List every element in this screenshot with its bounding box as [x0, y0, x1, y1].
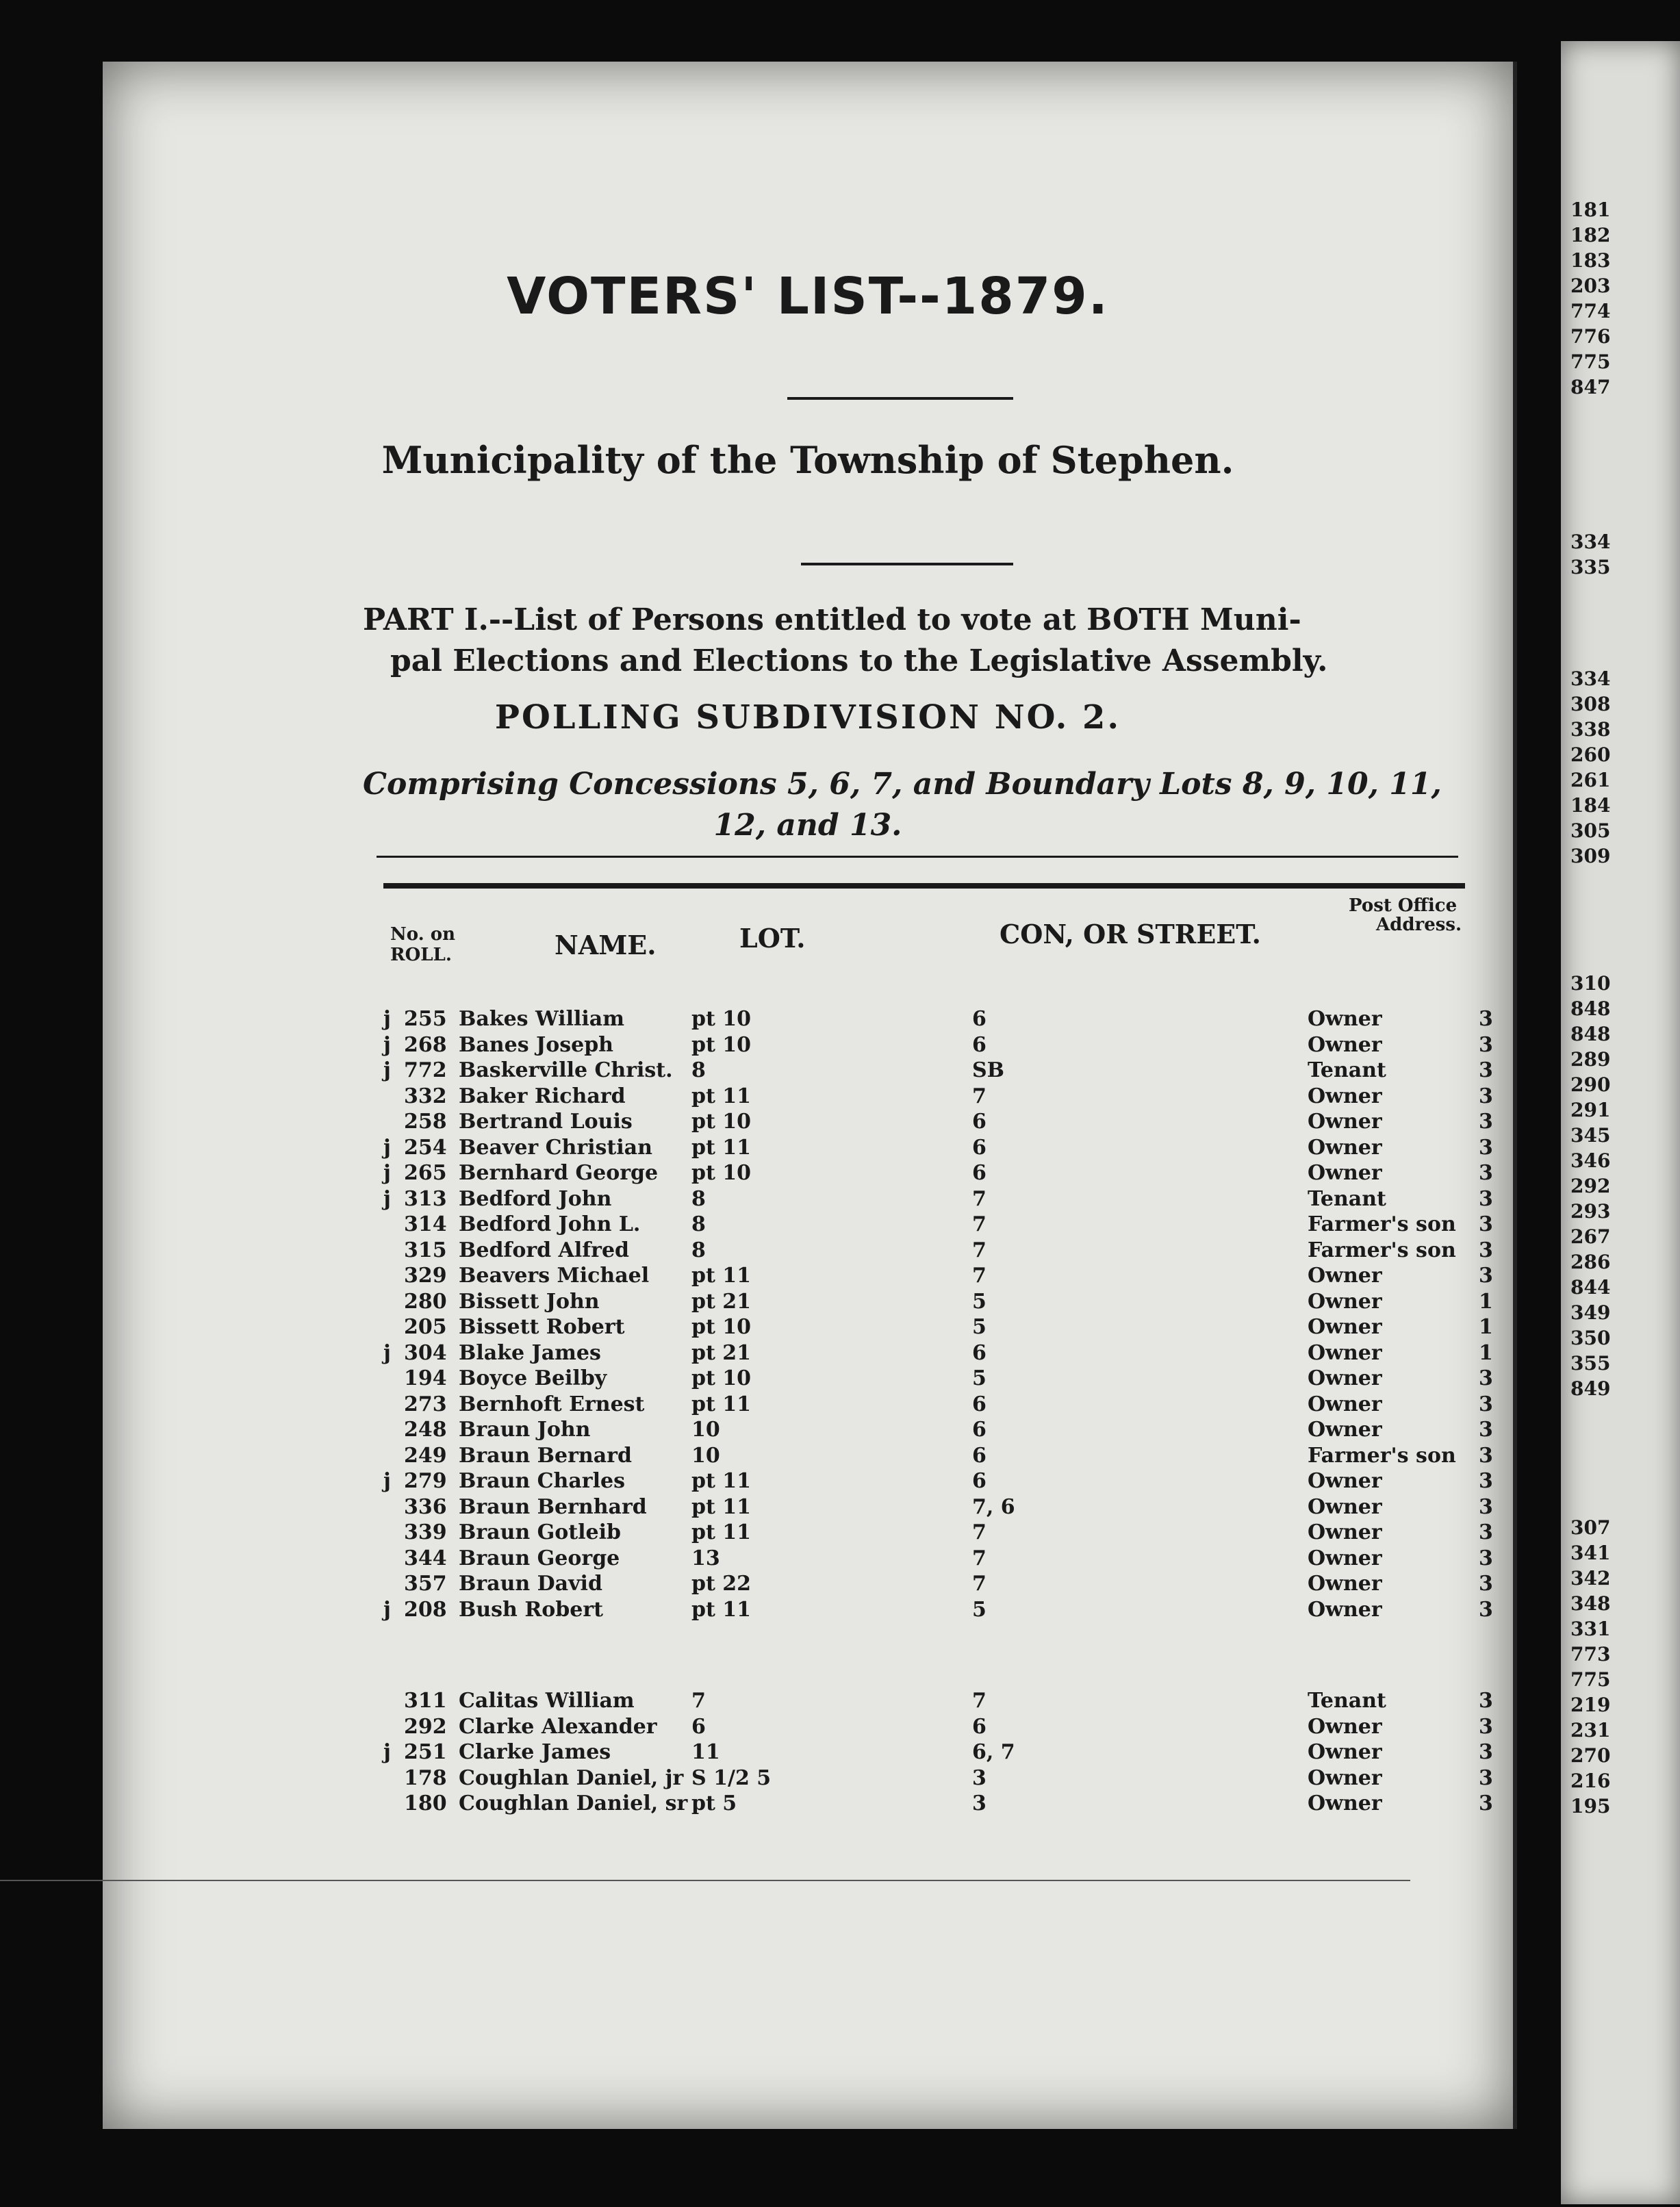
lot-number: 8 — [691, 1186, 706, 1211]
roll-j-mark: j — [383, 1186, 391, 1211]
adjacent-roll-number: 181 — [1570, 199, 1611, 221]
concession: 7 — [972, 1212, 987, 1236]
adjacent-roll-number: 289 — [1570, 1048, 1611, 1071]
voter-status: Owner — [1308, 1469, 1382, 1493]
lot-number: pt 10 — [691, 1315, 752, 1339]
voter-status: Owner — [1308, 1418, 1382, 1442]
table-row — [103, 1109, 1513, 1135]
table-row — [103, 1688, 1513, 1714]
lot-number: 10 — [691, 1443, 720, 1468]
adjacent-roll-number: 844 — [1570, 1276, 1611, 1299]
concession: 6 — [972, 1418, 987, 1442]
col-no-line1: No. on — [390, 924, 455, 945]
post-office-code: 3 — [1479, 1791, 1493, 1815]
roll-number: 180 — [404, 1791, 447, 1815]
voter-name: Banes Joseph — [459, 1032, 613, 1057]
roll-number: 178 — [404, 1765, 447, 1790]
table-top-rule — [377, 856, 1458, 858]
voter-name: Blake James — [459, 1340, 601, 1365]
adjacent-roll-number: 307 — [1570, 1516, 1611, 1539]
post-office-code: 3 — [1479, 1572, 1493, 1596]
voter-name: Beaver Christian — [459, 1135, 652, 1160]
table-row — [103, 1791, 1513, 1817]
adjacent-roll-number: 849 — [1570, 1377, 1611, 1400]
adjacent-page-edge — [1561, 41, 1680, 2204]
post-office-code: 3 — [1479, 1110, 1493, 1134]
voter-name: Beavers Michael — [459, 1264, 650, 1288]
concession: 6 — [972, 1007, 987, 1031]
post-office-code: 3 — [1479, 1032, 1493, 1057]
concession: 3 — [972, 1765, 987, 1790]
adjacent-roll-number: 341 — [1570, 1542, 1611, 1564]
table-row — [103, 1765, 1513, 1791]
adjacent-roll-number: 286 — [1570, 1251, 1611, 1273]
voter-name: Bissett Robert — [459, 1315, 625, 1339]
voter-status: Tenant — [1308, 1186, 1386, 1211]
voter-status: Tenant — [1308, 1058, 1386, 1082]
table-row — [103, 1058, 1513, 1084]
adjacent-roll-number: 345 — [1570, 1124, 1611, 1147]
voter-status: Owner — [1308, 1597, 1382, 1622]
lot-number: pt 11 — [691, 1520, 752, 1544]
voter-name: Bertrand Louis — [459, 1110, 633, 1134]
roll-number: 268 — [404, 1032, 447, 1057]
lot-number: 8 — [691, 1212, 706, 1236]
voter-name: Calitas William — [459, 1689, 635, 1713]
voter-status: Farmer's son — [1308, 1443, 1456, 1468]
concession: 7 — [972, 1689, 987, 1713]
adjacent-roll-number: 183 — [1570, 249, 1611, 272]
adjacent-roll-number: 346 — [1570, 1149, 1611, 1172]
part-heading-line2: pal Elections and Elections to the Legislative Assembly. — [390, 643, 1328, 678]
adjacent-roll-number: 293 — [1570, 1200, 1611, 1223]
roll-j-mark: j — [383, 1007, 391, 1031]
roll-j-mark: j — [383, 1058, 391, 1082]
municipality-heading: Municipality of the Township of Stephen. — [381, 438, 1234, 482]
table-row — [103, 1597, 1513, 1623]
lot-number: pt 21 — [691, 1340, 752, 1365]
concession: 3 — [972, 1791, 987, 1815]
post-office-code: 3 — [1479, 1765, 1493, 1790]
voter-status: Owner — [1308, 1520, 1382, 1544]
roll-number: 208 — [404, 1597, 447, 1622]
roll-number: 258 — [404, 1110, 447, 1134]
adjacent-roll-number: 334 — [1570, 667, 1611, 690]
adjacent-roll-number: 349 — [1570, 1301, 1611, 1324]
voters-list-page — [103, 62, 1517, 2129]
table-row — [103, 1468, 1513, 1494]
col-no-line2: ROLL. — [390, 945, 452, 965]
lot-number: pt 5 — [691, 1791, 737, 1815]
voter-name: Braun Bernhard — [459, 1494, 647, 1519]
roll-number: 255 — [404, 1007, 447, 1031]
roll-number: 273 — [404, 1392, 447, 1416]
adjacent-roll-number: 773 — [1570, 1643, 1611, 1666]
post-office-code: 3 — [1479, 1135, 1493, 1160]
voter-status: Owner — [1308, 1161, 1382, 1185]
roll-number: 332 — [404, 1084, 447, 1108]
adjacent-roll-number: 231 — [1570, 1719, 1611, 1742]
voter-status: Owner — [1308, 1572, 1382, 1596]
table-row — [103, 1314, 1513, 1340]
voter-name: Baker Richard — [459, 1084, 626, 1108]
table-row — [103, 1238, 1513, 1264]
roll-number: 336 — [404, 1494, 447, 1519]
page-title: VOTERS' LIST--1879. — [507, 267, 1109, 326]
voter-name: Baskerville Christ. — [459, 1058, 673, 1082]
adjacent-roll-number: 182 — [1570, 224, 1611, 246]
lot-number: pt 10 — [691, 1007, 752, 1031]
adjacent-roll-number: 335 — [1570, 556, 1611, 578]
roll-number: 357 — [404, 1572, 447, 1596]
post-office-code: 3 — [1479, 1007, 1493, 1031]
lot-number: pt 22 — [691, 1572, 752, 1596]
voter-status: Owner — [1308, 1289, 1382, 1314]
roll-number: 314 — [404, 1212, 447, 1236]
adjacent-roll-number: 270 — [1570, 1744, 1611, 1767]
roll-number: 311 — [404, 1689, 447, 1713]
post-office-code: 3 — [1479, 1366, 1493, 1390]
table-row — [103, 1160, 1513, 1186]
roll-number: 313 — [404, 1186, 447, 1211]
lot-number: pt 11 — [691, 1135, 752, 1160]
roll-number: 205 — [404, 1315, 447, 1339]
adjacent-roll-number: 847 — [1570, 376, 1611, 398]
table-row — [103, 1739, 1513, 1765]
post-office-code: 3 — [1479, 1418, 1493, 1442]
concession: 5 — [972, 1366, 987, 1390]
post-office-code: 1 — [1479, 1340, 1493, 1365]
voter-status: Owner — [1308, 1135, 1382, 1160]
table-row — [103, 1289, 1513, 1315]
adjacent-roll-number: 195 — [1570, 1795, 1611, 1817]
table-row — [103, 1571, 1513, 1597]
roll-j-mark: j — [383, 1161, 391, 1185]
concession: 5 — [972, 1597, 987, 1622]
col-po-line2: Address. — [1376, 915, 1462, 935]
roll-number: 315 — [404, 1238, 447, 1262]
roll-number: 265 — [404, 1161, 447, 1185]
table-row — [103, 1084, 1513, 1110]
col-name: NAME. — [555, 930, 657, 960]
lot-number: pt 11 — [691, 1084, 752, 1108]
adjacent-roll-number: 350 — [1570, 1327, 1611, 1349]
voter-status: Owner — [1308, 1007, 1382, 1031]
lot-number: S 1/2 5 — [691, 1765, 772, 1790]
col-po-line1: Post Office — [1349, 895, 1458, 916]
roll-number: 279 — [404, 1469, 447, 1493]
adjacent-roll-number: 260 — [1570, 743, 1611, 766]
adjacent-roll-number: 216 — [1570, 1770, 1611, 1792]
adjacent-roll-number: 775 — [1570, 350, 1611, 373]
voter-name: Clarke Alexander — [459, 1714, 657, 1739]
roll-number: 280 — [404, 1289, 447, 1314]
table-header-rule — [383, 883, 1465, 889]
voter-name: Bedford Alfred — [459, 1238, 630, 1262]
adjacent-roll-number: 848 — [1570, 1023, 1611, 1045]
concession: 7 — [972, 1264, 987, 1288]
post-office-code: 3 — [1479, 1161, 1493, 1185]
post-office-code: 3 — [1479, 1494, 1493, 1519]
voter-status: Owner — [1308, 1032, 1382, 1057]
roll-number: 339 — [404, 1520, 447, 1544]
municipality-divider — [801, 563, 1013, 565]
post-office-code: 1 — [1479, 1289, 1493, 1314]
adjacent-roll-number: 292 — [1570, 1175, 1611, 1197]
adjacent-roll-number: 775 — [1570, 1668, 1611, 1691]
post-office-code: 1 — [1479, 1315, 1493, 1339]
post-office-code: 3 — [1479, 1443, 1493, 1468]
post-office-code: 3 — [1479, 1084, 1493, 1108]
roll-number: 772 — [404, 1058, 447, 1082]
table-row — [103, 1494, 1513, 1520]
concession: 7, 6 — [972, 1494, 1015, 1519]
concession: 6, 7 — [972, 1740, 1015, 1764]
adjacent-roll-number: 219 — [1570, 1694, 1611, 1716]
adjacent-roll-number: 338 — [1570, 718, 1611, 741]
concession: 6 — [972, 1032, 987, 1057]
voter-status: Tenant — [1308, 1689, 1386, 1713]
post-office-code: 3 — [1479, 1689, 1493, 1713]
voter-status: Farmer's son — [1308, 1212, 1456, 1236]
voter-status: Owner — [1308, 1264, 1382, 1288]
concession: 7 — [972, 1186, 987, 1211]
adjacent-roll-number: 309 — [1570, 845, 1611, 867]
voter-name: Braun George — [459, 1546, 620, 1570]
roll-number: 254 — [404, 1135, 447, 1160]
roll-j-mark: j — [383, 1740, 391, 1764]
lot-number: 6 — [691, 1714, 706, 1739]
voter-name: Braun David — [459, 1572, 602, 1596]
roll-number: 344 — [404, 1546, 447, 1570]
lot-number: 10 — [691, 1418, 720, 1442]
voter-name: Braun Gotleib — [459, 1520, 622, 1544]
concession: 6 — [972, 1135, 987, 1160]
concession: 6 — [972, 1392, 987, 1416]
page-bottom-rule — [0, 1880, 1410, 1881]
voter-status: Owner — [1308, 1084, 1382, 1108]
voter-name: Bakes William — [459, 1007, 624, 1031]
roll-j-mark: j — [383, 1135, 391, 1160]
adjacent-roll-number: 334 — [1570, 531, 1611, 553]
table-row — [103, 1520, 1513, 1546]
adjacent-roll-number: 331 — [1570, 1618, 1611, 1640]
lot-number: pt 10 — [691, 1110, 752, 1134]
concession: 6 — [972, 1469, 987, 1493]
lot-number: pt 10 — [691, 1366, 752, 1390]
voter-name: Boyce Beilby — [459, 1366, 607, 1390]
table-row — [103, 1366, 1513, 1392]
voter-name: Bernhard George — [459, 1161, 659, 1185]
table-row — [103, 1392, 1513, 1418]
col-con: CON, OR STREET. — [1000, 919, 1261, 949]
adjacent-roll-number: 776 — [1570, 325, 1611, 348]
post-office-code: 3 — [1479, 1469, 1493, 1493]
adjacent-roll-number: 308 — [1570, 693, 1611, 715]
adjacent-roll-number: 267 — [1570, 1225, 1611, 1248]
concession: 7 — [972, 1520, 987, 1544]
adjacent-roll-number: 261 — [1570, 769, 1611, 791]
post-office-code: 3 — [1479, 1392, 1493, 1416]
adjacent-roll-number: 310 — [1570, 972, 1611, 995]
table-row — [103, 1443, 1513, 1469]
voter-name: Bedford John L. — [459, 1212, 641, 1236]
voter-status: Owner — [1308, 1392, 1382, 1416]
voter-status: Owner — [1308, 1366, 1382, 1390]
voter-name: Braun Bernard — [459, 1443, 632, 1468]
voter-name: Bush Robert — [459, 1597, 603, 1622]
lot-number: 13 — [691, 1546, 720, 1570]
voter-status: Owner — [1308, 1791, 1382, 1815]
adjacent-roll-number: 305 — [1570, 819, 1611, 842]
comprising-line2: 12, and 13. — [713, 808, 902, 843]
roll-number: 249 — [404, 1443, 447, 1468]
adjacent-roll-number: 184 — [1570, 794, 1611, 817]
table-row — [103, 1417, 1513, 1443]
table-row — [103, 1135, 1513, 1161]
table-row — [103, 1340, 1513, 1366]
concession: 6 — [972, 1714, 987, 1739]
roll-j-mark: j — [383, 1032, 391, 1057]
part-heading-line1: PART I.--List of Persons entitled to vote at BOTH Muni- — [363, 602, 1301, 637]
adjacent-roll-number: 291 — [1570, 1099, 1611, 1121]
title-divider — [787, 397, 1013, 400]
roll-number: 329 — [404, 1264, 447, 1288]
adjacent-roll-number: 203 — [1570, 275, 1611, 297]
roll-j-mark: j — [383, 1597, 391, 1622]
post-office-code: 3 — [1479, 1264, 1493, 1288]
post-office-code: 3 — [1479, 1597, 1493, 1622]
roll-number: 248 — [404, 1418, 447, 1442]
lot-number: 8 — [691, 1238, 706, 1262]
lot-number: pt 11 — [691, 1392, 752, 1416]
voter-name: Braun Charles — [459, 1469, 625, 1493]
concession: 6 — [972, 1110, 987, 1134]
voter-status: Farmer's son — [1308, 1238, 1456, 1262]
polling-subdivision: POLLING SUBDIVISION NO. 2. — [494, 698, 1121, 737]
post-office-code: 3 — [1479, 1058, 1493, 1082]
concession: 6 — [972, 1161, 987, 1185]
lot-number: pt 11 — [691, 1264, 752, 1288]
lot-number: 11 — [691, 1740, 720, 1764]
voter-name: Bedford John — [459, 1186, 612, 1211]
voter-status: Owner — [1308, 1740, 1382, 1764]
lot-number: 7 — [691, 1689, 706, 1713]
concession: 7 — [972, 1572, 987, 1596]
post-office-code: 3 — [1479, 1714, 1493, 1739]
concession: 5 — [972, 1315, 987, 1339]
voter-status: Owner — [1308, 1494, 1382, 1519]
voter-status: Owner — [1308, 1340, 1382, 1365]
table-row — [103, 1714, 1513, 1740]
lot-number: 8 — [691, 1058, 706, 1082]
col-lot: LOT. — [739, 923, 806, 954]
voter-name: Coughlan Daniel, jr — [459, 1765, 684, 1790]
lot-number: pt 11 — [691, 1494, 752, 1519]
concession: SB — [972, 1058, 1005, 1082]
concession: 6 — [972, 1340, 987, 1365]
roll-j-mark: j — [383, 1340, 391, 1365]
voter-status: Owner — [1308, 1765, 1382, 1790]
table-row — [103, 1546, 1513, 1572]
concession: 5 — [972, 1289, 987, 1314]
lot-number: pt 10 — [691, 1161, 752, 1185]
lot-number: pt 11 — [691, 1597, 752, 1622]
voter-name: Coughlan Daniel, sr — [459, 1791, 688, 1815]
table-row — [103, 1186, 1513, 1212]
voter-status: Owner — [1308, 1110, 1382, 1134]
voter-status: Owner — [1308, 1315, 1382, 1339]
adjacent-roll-number: 342 — [1570, 1567, 1611, 1590]
roll-number: 194 — [404, 1366, 447, 1390]
post-office-code: 3 — [1479, 1740, 1493, 1764]
voter-name: Braun John — [459, 1418, 591, 1442]
adjacent-roll-number: 348 — [1570, 1592, 1611, 1615]
adjacent-roll-number: 774 — [1570, 300, 1611, 322]
voter-name: Bissett John — [459, 1289, 600, 1314]
concession: 7 — [972, 1546, 987, 1570]
post-office-code: 3 — [1479, 1238, 1493, 1262]
post-office-code: 3 — [1479, 1212, 1493, 1236]
lot-number: pt 11 — [691, 1469, 752, 1493]
lot-number: pt 21 — [691, 1289, 752, 1314]
voter-status: Owner — [1308, 1714, 1382, 1739]
concession: 7 — [972, 1238, 987, 1262]
lot-number: pt 10 — [691, 1032, 752, 1057]
adjacent-roll-number: 355 — [1570, 1352, 1611, 1375]
roll-j-mark: j — [383, 1469, 391, 1493]
roll-number: 304 — [404, 1340, 447, 1365]
concession: 6 — [972, 1443, 987, 1468]
adjacent-roll-number: 290 — [1570, 1073, 1611, 1096]
voter-name: Clarke James — [459, 1740, 611, 1764]
adjacent-roll-number: 848 — [1570, 997, 1611, 1020]
table-row — [103, 1032, 1513, 1058]
concession: 7 — [972, 1084, 987, 1108]
voter-name: Bernhoft Ernest — [459, 1392, 645, 1416]
roll-number: 251 — [404, 1740, 447, 1764]
voter-status: Owner — [1308, 1546, 1382, 1570]
post-office-code: 3 — [1479, 1520, 1493, 1544]
table-row — [103, 1212, 1513, 1238]
post-office-code: 3 — [1479, 1546, 1493, 1570]
table-row — [103, 1006, 1513, 1032]
table-row — [103, 1263, 1513, 1289]
post-office-code: 3 — [1479, 1186, 1493, 1211]
comprising-line1: Comprising Concessions 5, 6, 7, and Boundary Lots 8, 9, 10, 11, — [363, 767, 1442, 802]
roll-number: 292 — [404, 1714, 447, 1739]
